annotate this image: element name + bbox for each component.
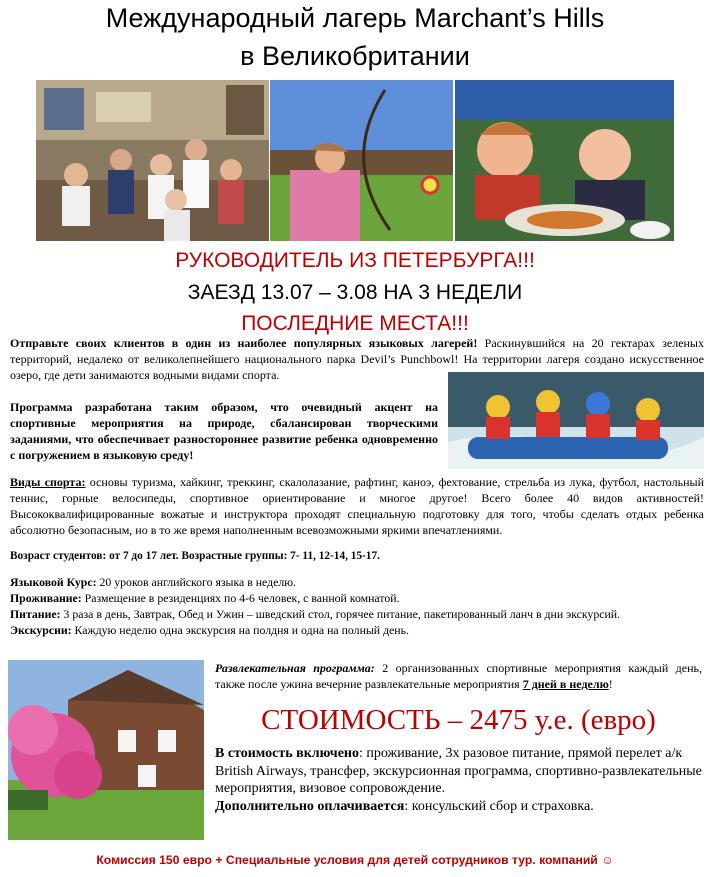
entertainment-text: 2 организованных спортивные мероприятия каждый день, также после ужина вечерние развлекательные мероприятия bbox=[215, 661, 703, 691]
session-banner: ЗАЕЗД 13.07 – 3.08 НА 3 НЕДЕЛИ bbox=[187, 281, 523, 304]
commission-footer: Комиссия 150 евро + Специальные условия для детей сотрудников тур. компаний ☺ bbox=[96, 853, 614, 867]
included-label: В стоимость включено bbox=[215, 746, 359, 761]
page-title-line-2: в Великобритании bbox=[240, 41, 470, 71]
extra-cost-label: Дополнительно оплачивается bbox=[215, 798, 405, 814]
ages-line bbox=[10, 548, 704, 564]
included-text: : проживание, 3х разовое питание, прямой перелет а/к British Airways, трансфер, экскурсионная программа, спортивно-развлекательные мероприятия, визовое сопровождение. bbox=[215, 746, 702, 796]
detail-language-course: Языковой Курс: 20 уроков английского языка в неделю. bbox=[10, 575, 296, 589]
last-places-banner: ПОСЛЕДНИЕ МЕСТА!!! bbox=[241, 312, 469, 335]
kids-dinner-photo bbox=[455, 80, 674, 241]
age-groups-value: 7- 11, 12-14, 15-17. bbox=[287, 550, 380, 562]
age-groups-label: Возрастные группы: bbox=[178, 550, 288, 562]
rafting-photo bbox=[448, 372, 704, 469]
extra-cost-text: : консульский сбор и страховка. bbox=[404, 798, 594, 814]
intro-bold-lead: Отправьте своих клиентов в один из наиболее популярных языковых лагерей! bbox=[10, 336, 478, 350]
archery-photo bbox=[270, 80, 453, 241]
leader-banner: РУКОВОДИТЕЛЬ ИЗ ПЕТЕРБУРГА!!! bbox=[175, 249, 535, 272]
entertainment-paragraph: Развлекательная программа: 2 организованных спортивные мероприятия каждый день, также после ужина вечерние развлекательные мероприятия 7 дней в неделю! bbox=[215, 661, 703, 691]
sports-label: Виды спорта: bbox=[10, 475, 86, 489]
detail-meals: Питание: 3 раза в день, Завтрак, Обед и Ужин – шведский стол, горячее питание, пакетированный ланч в дни экскурсий. bbox=[10, 607, 621, 621]
included-paragraph bbox=[215, 745, 702, 815]
price-heading: СТОИМОСТЬ – 2475 у.е. (евро) bbox=[261, 704, 656, 736]
sports-paragraph bbox=[10, 474, 704, 538]
ages-label: Возраст студентов: bbox=[10, 550, 107, 562]
program-paragraph: Программа разработана таким образом, что очевидный акцент на спортивные мероприятия на природе, сбалансирован творческими заданиями, что обеспечивает разностороннее развитие ребенка одновременно с погружением в языковую среду! bbox=[10, 400, 438, 462]
intro-text: Раскинувшийся на 20 гектарах зеленых территорий, недалеко от великолепнейшего национального парка Devil’s Punchbowl! На территории лагеря создано искусственное озеро, где дети занимаются водными видами спорта. bbox=[10, 336, 704, 382]
ages-value: от 7 до 17 лет. bbox=[106, 550, 179, 562]
entertainment-emphasis: 7 дней в неделю bbox=[522, 677, 609, 691]
page-title-line-1: Международный лагерь Marchant’s Hills bbox=[105, 3, 605, 33]
details-list bbox=[10, 574, 710, 638]
group-photo bbox=[36, 80, 269, 241]
detail-excursions: Экскурсии: Каждую неделю одна экскурсия на полдня и одна на полный день. bbox=[10, 623, 409, 637]
detail-accommodation: Проживание: Размещение в резиденциях по 4-6 человек, с ванной комнатой. bbox=[10, 591, 400, 605]
sports-text: основы туризма, хайкинг, треккинг, скалолазание, рафтинг, каноэ, фехтование, стрельба из лука, футбол, настольный теннис, горные велосипеды, спортивное ориентирование и многое другое! Всего более 40 видов активностей! Высококвалифицированные вожатые и инструктора проходят специальную подготовку для того, чтобы сделать отдых ребенка абсолютно безопасным, но в то же время наполненным всевозможными яркими впечатлениями. bbox=[10, 475, 705, 537]
entertainment-label: Развлекательная программа: bbox=[215, 661, 375, 675]
house-photo bbox=[8, 660, 204, 840]
